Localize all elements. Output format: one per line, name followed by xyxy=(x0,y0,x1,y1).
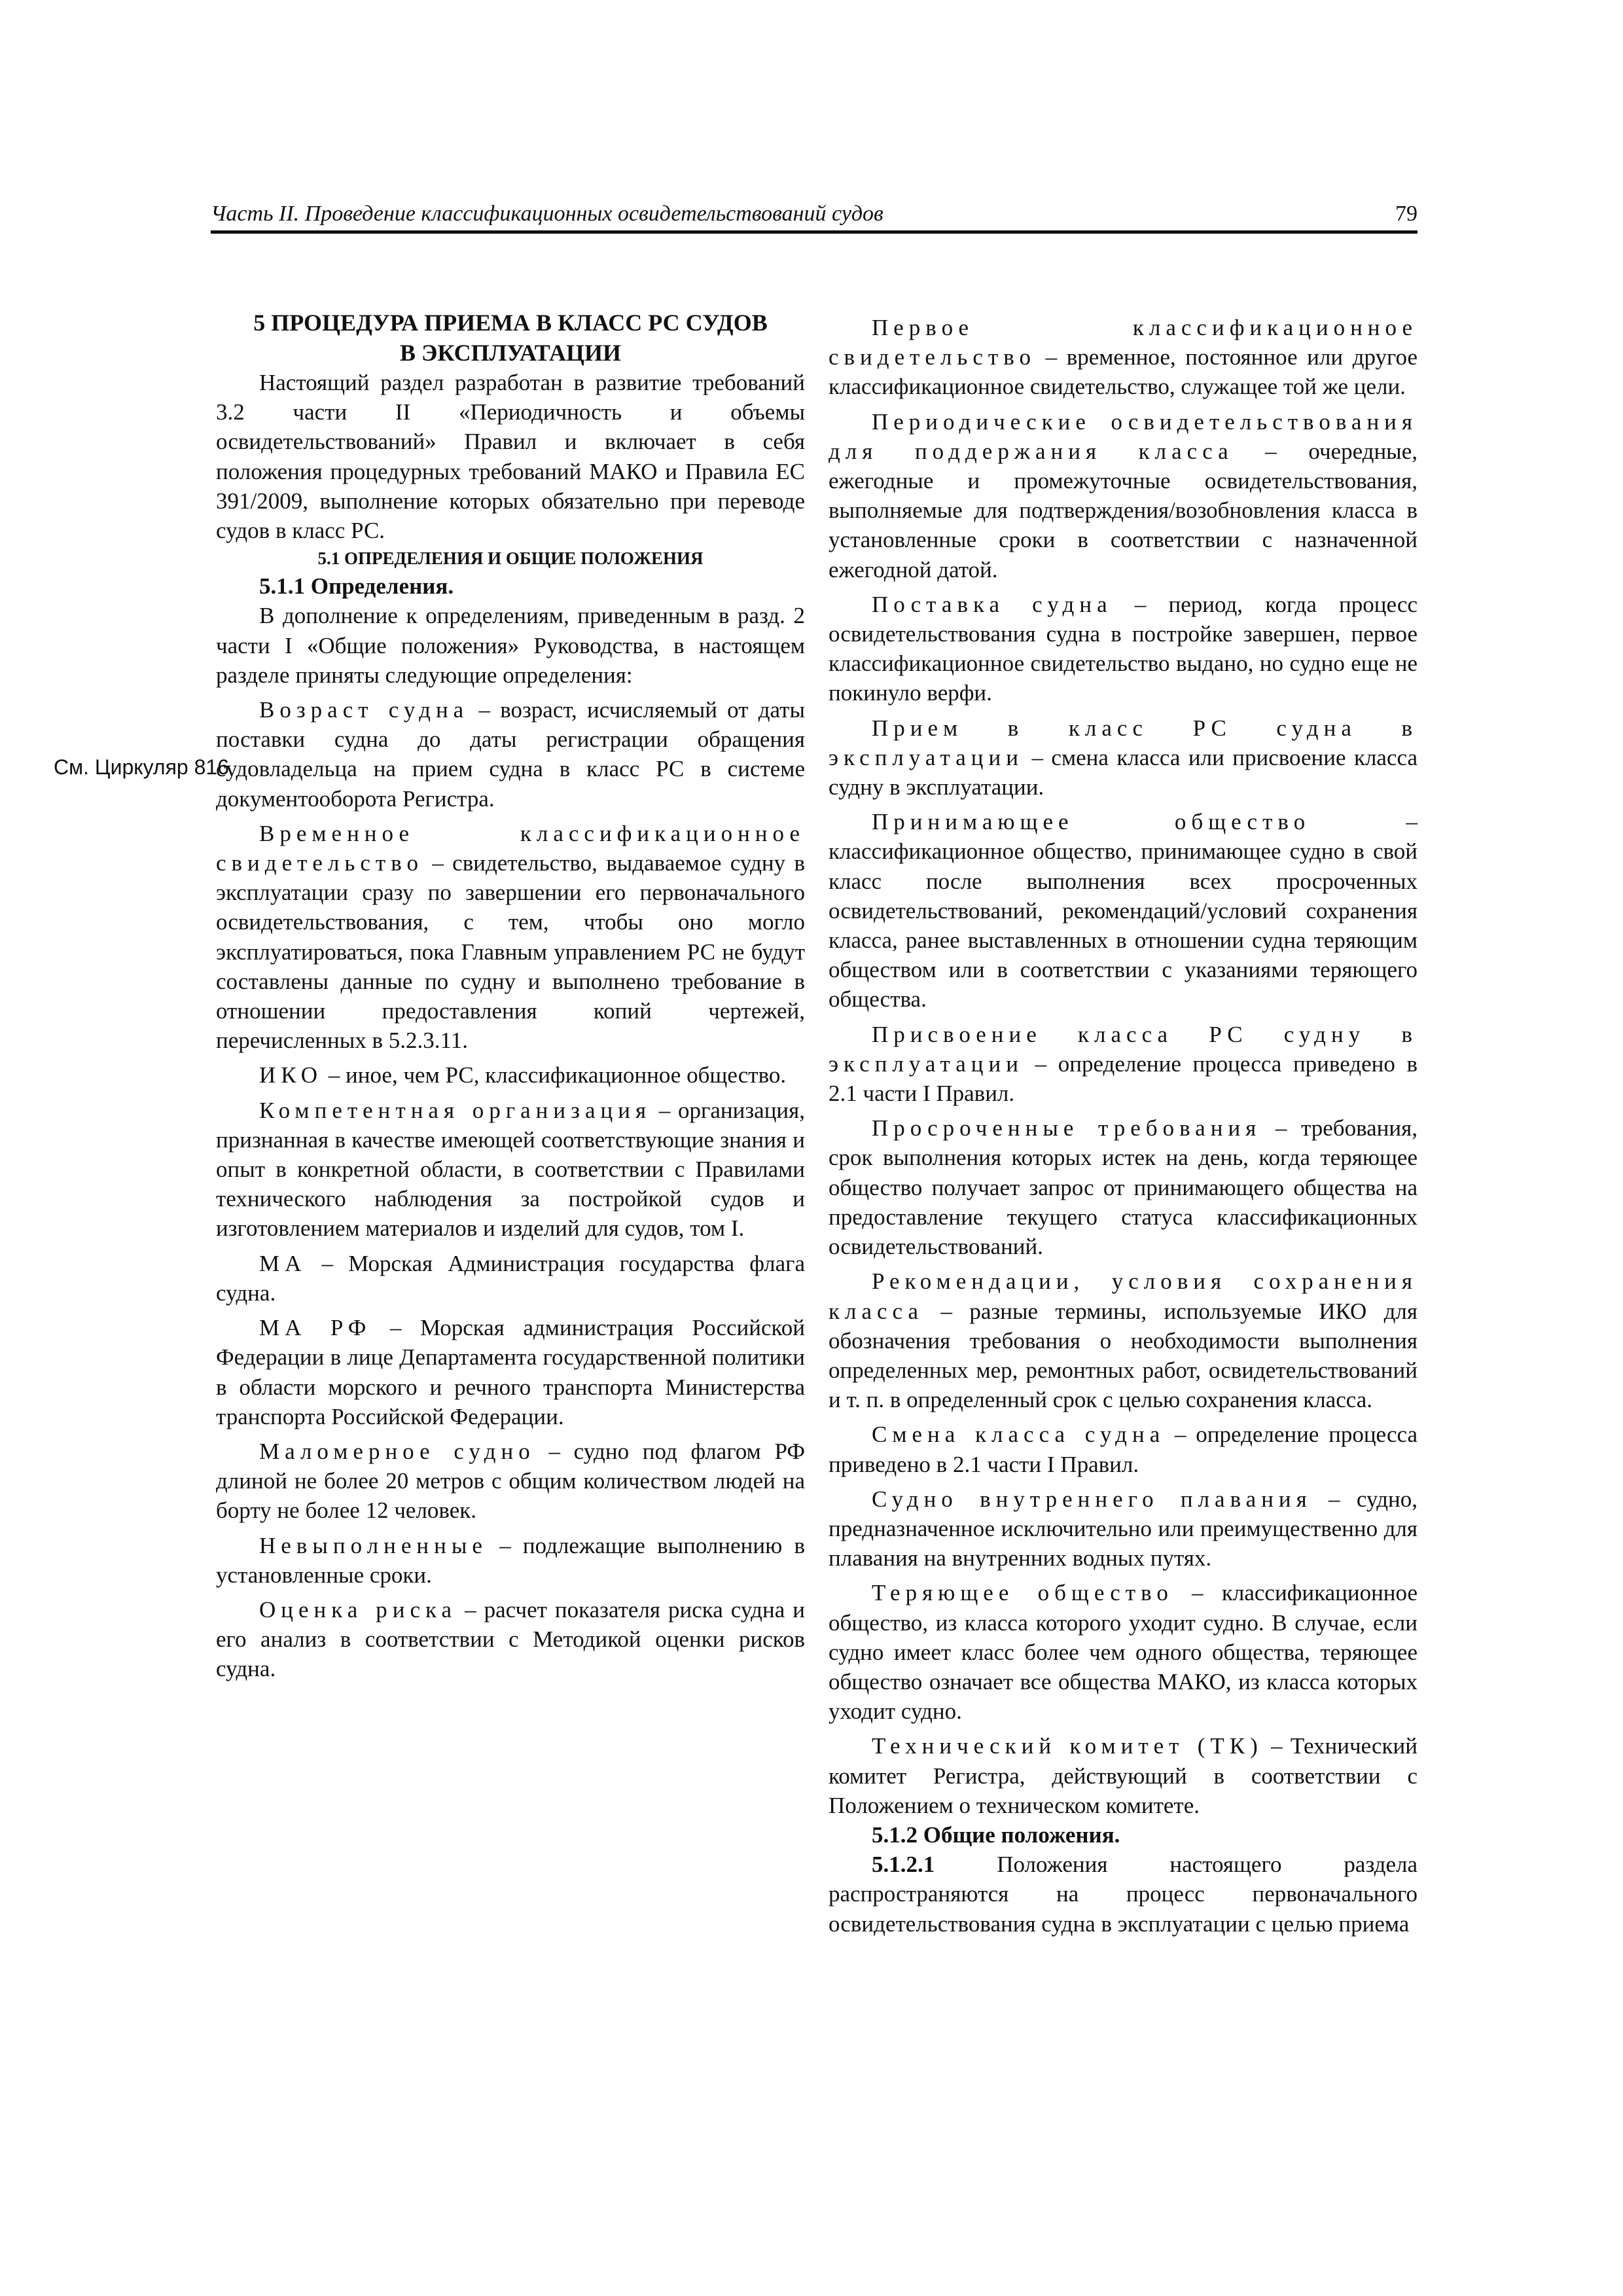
definition-term: МА РФ xyxy=(259,1315,372,1341)
running-title: Часть II. Проведение классификационных освидетельствований судов xyxy=(211,202,883,226)
definition-item xyxy=(216,1531,805,1590)
definition-item xyxy=(216,819,805,1056)
definition-text: – классификационное общество, из класса которого уходит судно. В случае, если судно имеет класс более чем одного общества, теряющее общество означает все общества МАКО, из класса которых уходит судно. xyxy=(829,1580,1418,1725)
definition-term: Невыполненные xyxy=(259,1532,488,1558)
intro-paragraph: Настоящий раздел разработан в развитие требований 3.2 части II «Периодичность и объемы освидетельствований» Правил и включает в себя положения процедурных требований МАКО и Правила ЕС 391/2009, выполнение которых обязательно при переводе судов в класс РС. xyxy=(216,370,805,544)
definition-item xyxy=(216,695,805,814)
page-header xyxy=(211,200,1418,228)
definition-text: – определение процесса приведено в 2.1 части I Правил. xyxy=(829,1422,1418,1477)
definition-term: Присвоение класса РС судну в эксплуатации xyxy=(829,1021,1418,1077)
definition-item xyxy=(829,407,1418,584)
definition-term: Технический комитет (ТК) xyxy=(872,1733,1263,1759)
definition-term: Первое классификационное свидетельство xyxy=(829,315,1418,370)
definition-text: – свидетельство, выдаваемое судну в эксплуатации сразу по завершении его первоначального освидетельствования, с тем, чтобы оно могло эксплуатироваться, пока Главным управлением РС не будут составлены данные по судну и выполнено требование в отношении предоставления копий чертежей, перечисленных в 5.2.3.11. xyxy=(216,850,805,1054)
definitions-list-left xyxy=(216,695,805,1684)
heading-5-1-2: 5.1.2 Общие положения. xyxy=(872,1821,1120,1848)
definition-text: – иное, чем РС, классификационное общество. xyxy=(323,1062,787,1088)
section-title: 5 ПРОЦЕДУРА ПРИЕМА В КЛАСС РС СУДОВ В ЭКСПЛУАТАЦИИ xyxy=(253,310,768,366)
definition-item xyxy=(216,1249,805,1308)
definition-text: – временное, постоянное или другое классификационное свидетельство, служащее той же цели. xyxy=(829,344,1418,400)
definition-item xyxy=(829,1266,1418,1414)
definition-text: – судно под флагом РФ длиной не более 20 метров с общим количеством людей на борту не более 12 человек. xyxy=(216,1438,805,1524)
definition-term: Принимающее общество xyxy=(872,809,1311,835)
definition-term: Просроченные требования xyxy=(872,1115,1262,1141)
definition-term: Судно внутреннего плавания xyxy=(872,1486,1312,1512)
definition-term: Поставка судна xyxy=(872,591,1113,617)
definition-term: Маломерное судно xyxy=(259,1438,535,1464)
subsection-title: 5.1 ОПРЕДЕЛЕНИЯ И ОБЩИЕ ПОЛОЖЕНИЯ xyxy=(317,548,704,569)
definition-item xyxy=(829,1578,1418,1726)
definition-text: – очередные, ежегодные и промежуточные освидетельствования, выполняемые для подтверждения/возобновления класса в установленные сроки в соответствии с назначенной ежегодной датой. xyxy=(829,438,1418,583)
definition-text: – смена класса или присвоение класса судну в эксплуатации. xyxy=(829,744,1418,800)
definition-term: Смена класса судна xyxy=(872,1422,1166,1448)
definition-item xyxy=(216,1595,805,1684)
definitions-list-right xyxy=(829,313,1418,1820)
circular-reference-note: См. Циркуляр 816 xyxy=(54,755,229,779)
definition-term: Периодические освидетельствования для поддержания класса xyxy=(829,408,1418,464)
definition-text: – судно, предназначенное исключительно или преимущественно для плавания на внутренних водных путях. xyxy=(829,1486,1418,1571)
definition-item xyxy=(216,1096,805,1244)
definition-term: Рекомендации, условия сохранения класса xyxy=(829,1268,1418,1324)
definition-text: – Морская Администрация государства флага судна. xyxy=(216,1250,805,1306)
definition-text: – период, когда процесс освидетельствования судна в постройке завершен, первое классификационное свидетельство выдано, но судно еще не покинуло верфи. xyxy=(829,591,1418,706)
definition-item xyxy=(829,1020,1418,1109)
definition-item xyxy=(829,1113,1418,1261)
definition-item xyxy=(829,1484,1418,1573)
definition-text: – определение процесса приведено в 2.1 части I Правил. xyxy=(829,1050,1418,1107)
definition-term: Прием в класс РС судна в эксплуатации xyxy=(829,715,1418,770)
definition-item xyxy=(829,590,1418,708)
definition-text: – расчет показателя риска судна и его анализ в соответствии с Методикой оценки рисков судна. xyxy=(216,1596,805,1682)
definition-term: МА xyxy=(259,1250,307,1276)
definition-item xyxy=(829,1731,1418,1820)
paragraph-number: 5.1.2.1 xyxy=(872,1852,935,1878)
definition-term: Теряющее общество xyxy=(872,1580,1173,1606)
page-number: 79 xyxy=(1395,202,1418,226)
definition-item xyxy=(829,1420,1418,1479)
header-rule xyxy=(211,230,1418,234)
definition-item xyxy=(829,313,1418,402)
right-column xyxy=(829,308,1418,1939)
definition-text: – разные термины, используемые ИКО для обозначения требования о необходимости выполнения определенных мер, ремонтных работ, освидетельствований и т. п. в определенный срок с целью сохранения класса. xyxy=(829,1298,1418,1413)
definition-text: – требования, срок выполнения которых истек на день, когда теряющее общество получает запрос от принимающего общества на предоставление текущего статуса классификационных освидетельствований. xyxy=(829,1115,1418,1260)
definition-text: – Технический комитет Регистра, действующий в соответствии с Положением о техническом комитете. xyxy=(829,1733,1418,1818)
definition-term: Возраст судна xyxy=(259,697,469,723)
definition-term: Временное классификационное свидетельство xyxy=(216,820,805,876)
definition-item xyxy=(216,1437,805,1526)
paragraph-text: Положения настоящего раздела распространяются на процесс первоначального освидетельствования судна в эксплуатации с целью приема xyxy=(829,1852,1418,1937)
definition-item xyxy=(829,713,1418,802)
definition-text: – возраст, исчисляемый от даты поставки судна до даты регистрации обращения судовладельца на прием судна в класс РС в системе документооборота Регистра. xyxy=(216,697,805,812)
definition-item xyxy=(216,1313,805,1431)
definition-term: Компетентная организация xyxy=(259,1097,652,1123)
definition-item xyxy=(829,807,1418,1014)
paragraph-5-1-2-1 xyxy=(829,1850,1418,1939)
definition-text: – подлежащие выполнению в установленные сроки. xyxy=(216,1532,805,1588)
definition-text: – классификационное общество, принимающее судно в свой класс после выполнения всех просроченных освидетельствований, рекомендаций/условий сохранения класса, ранее выставленных в отношении судна теряющим обществом или в соответствии с указаниями теряющего общества. xyxy=(829,809,1418,1013)
definitions-intro: В дополнение к определениям, приведенным в разд. 2 части I «Общие положения» Руководства, в настоящем разделе приняты следующие определения: xyxy=(216,603,805,688)
definition-text: – Морская администрация Российской Федерации в лице Департамента государственной политики в области морского и речного транспорта Министерства транспорта Российской Федерации. xyxy=(216,1315,805,1429)
heading-5-1-1: 5.1.1 Определения. xyxy=(259,573,454,600)
left-column xyxy=(216,308,805,1684)
definition-text: – организация, признанная в качестве имеющей соответствующие знания и опыт в конкретной области, в соответствии с Правилами технического наблюдения за постройкой судов и изготовлением материалов и изделий для судов, том I. xyxy=(216,1097,806,1242)
definition-term: Оценка риска xyxy=(259,1596,457,1623)
definition-term: ИКО xyxy=(259,1062,323,1088)
definition-item xyxy=(216,1060,805,1090)
